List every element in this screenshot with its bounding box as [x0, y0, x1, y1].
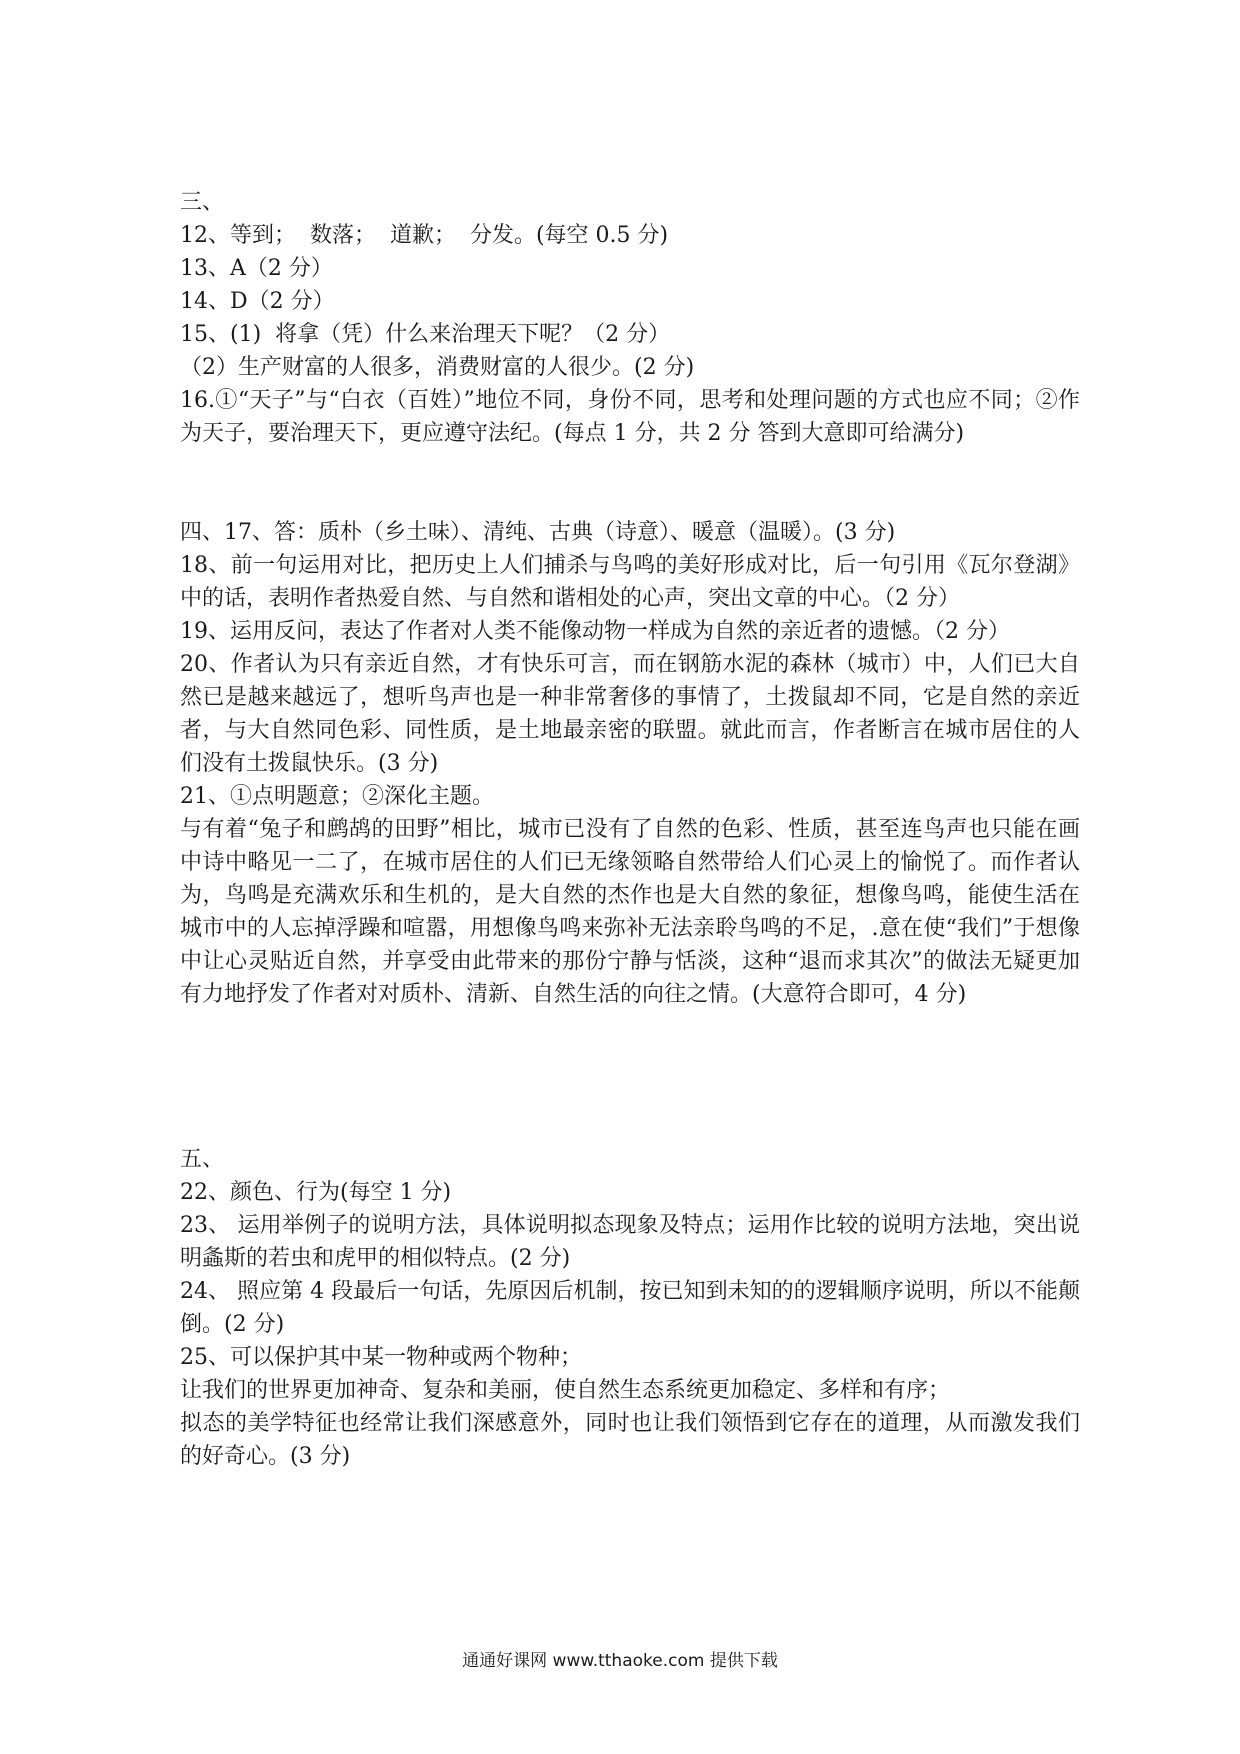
page-footer: 通通好课网 www.tthaoke.com 提供下载	[462, 1651, 778, 1671]
answer-13: 13、A（2 分）	[180, 256, 333, 281]
answer-21-points: 21、①点明题意；②深化主题。	[180, 784, 494, 809]
answer-22: 22、颜色、行为(每空 1 分)	[180, 1180, 452, 1205]
answer-15-part1: 15、(1) 将拿（凭）什么来治理天下呢？（2 分）	[180, 322, 671, 347]
answer-23: 23、 运用举例子的说明方法，具体说明拟态现象及特点；运用作比较的说明方法地，突出说明螽斯的若虫和虎甲的相似特点。(2 分)	[180, 1213, 1080, 1271]
spacer	[180, 1011, 1080, 1143]
answer-24: 24、 照应第 4 段最后一句话，先原因后机制，按已知到未知的的逻辑顺序说明，所以不能颠倒。(2 分)	[180, 1279, 1080, 1337]
answer-15-part2: （2）生产财富的人很多，消费财富的人很少。(2 分)	[180, 355, 695, 380]
spacer	[180, 450, 1080, 516]
answer-25-line2: 让我们的世界更加神奇、复杂和美丽，使自然生态系统更加稳定、多样和有序；	[180, 1378, 951, 1403]
answer-content	[180, 186, 1080, 1473]
answer-18: 18、前一句运用对比，把历史上人们捕杀与鸟鸣的美好形成对比，后一句引用《瓦尔登湖》中的话，表明作者热爱自然、与自然和谐相处的心声，突出文章的中心。（2 分）	[180, 553, 1080, 611]
answer-21-explanation: 与有着“兔子和鹧鸪的田野”相比，城市已没有了自然的色彩、性质，甚至连鸟声也只能在画中诗中略见一二了，在城市居住的人们已无缘领略自然带给人们心灵上的愉悦了。而作者认为，鸟鸣是充满欢乐和生机的，是大自然的杰作也是大自然的象征，想像鸟鸣，能使生活在城市中的人忘掉浮躁和喧嚣，用想像鸟鸣来弥补无法亲聆鸟鸣的不足，.意在使“我们”于想像中让心灵贴近自然，并享受由此带来的那份宁静与恬淡，这种“退而求其次”的做法无疑更加有力地抒发了作者对对质朴、清新、自然生活的向往之情。(大意符合即可，4 分)	[180, 817, 1080, 1007]
answer-16: 16.①“天子”与“白衣（百姓）”地位不同，身份不同，思考和处理问题的方式也应不同；②作为天子，要治理天下，更应遵守法纪。(每点 1 分，共 2 分 答到大意即可给满分)	[180, 388, 1080, 446]
answer-25-line3: 拟态的美学特征也经常让我们深感意外，同时也让我们领悟到它存在的道理，从而激发我们的好奇心。(3 分)	[180, 1411, 1080, 1469]
answer-25-line1: 25、可以保护其中某一物种或两个物种；	[180, 1345, 582, 1370]
answer-14: 14、D（2 分）	[180, 289, 335, 314]
section-3-heading: 三、	[180, 190, 225, 215]
answer-17: 四、17、答：质朴（乡土味）、清纯、古典（诗意）、暖意（温暖）。(3 分)	[180, 520, 896, 545]
answer-12: 12、等到； 数落； 道歉； 分发。(每空 0.5 分)	[180, 223, 669, 248]
answer-19: 19、运用反问，表达了作者对人类不能像动物一样成为自然的亲近者的遗憾。（2 分）	[180, 619, 1010, 644]
answer-20: 20、作者认为只有亲近自然，才有快乐可言，而在钢筋水泥的森林（城市）中，人们已大自然已是越来越远了，想听鸟声也是一种非常奢侈的事情了，土拨鼠却不同，它是自然的亲近者，与大自然同色彩、同性质，是土地最亲密的联盟。就此而言，作者断言在城市居住的人们没有土拨鼠快乐。(3 分)	[180, 652, 1080, 776]
section-5-heading: 五、	[180, 1147, 225, 1172]
